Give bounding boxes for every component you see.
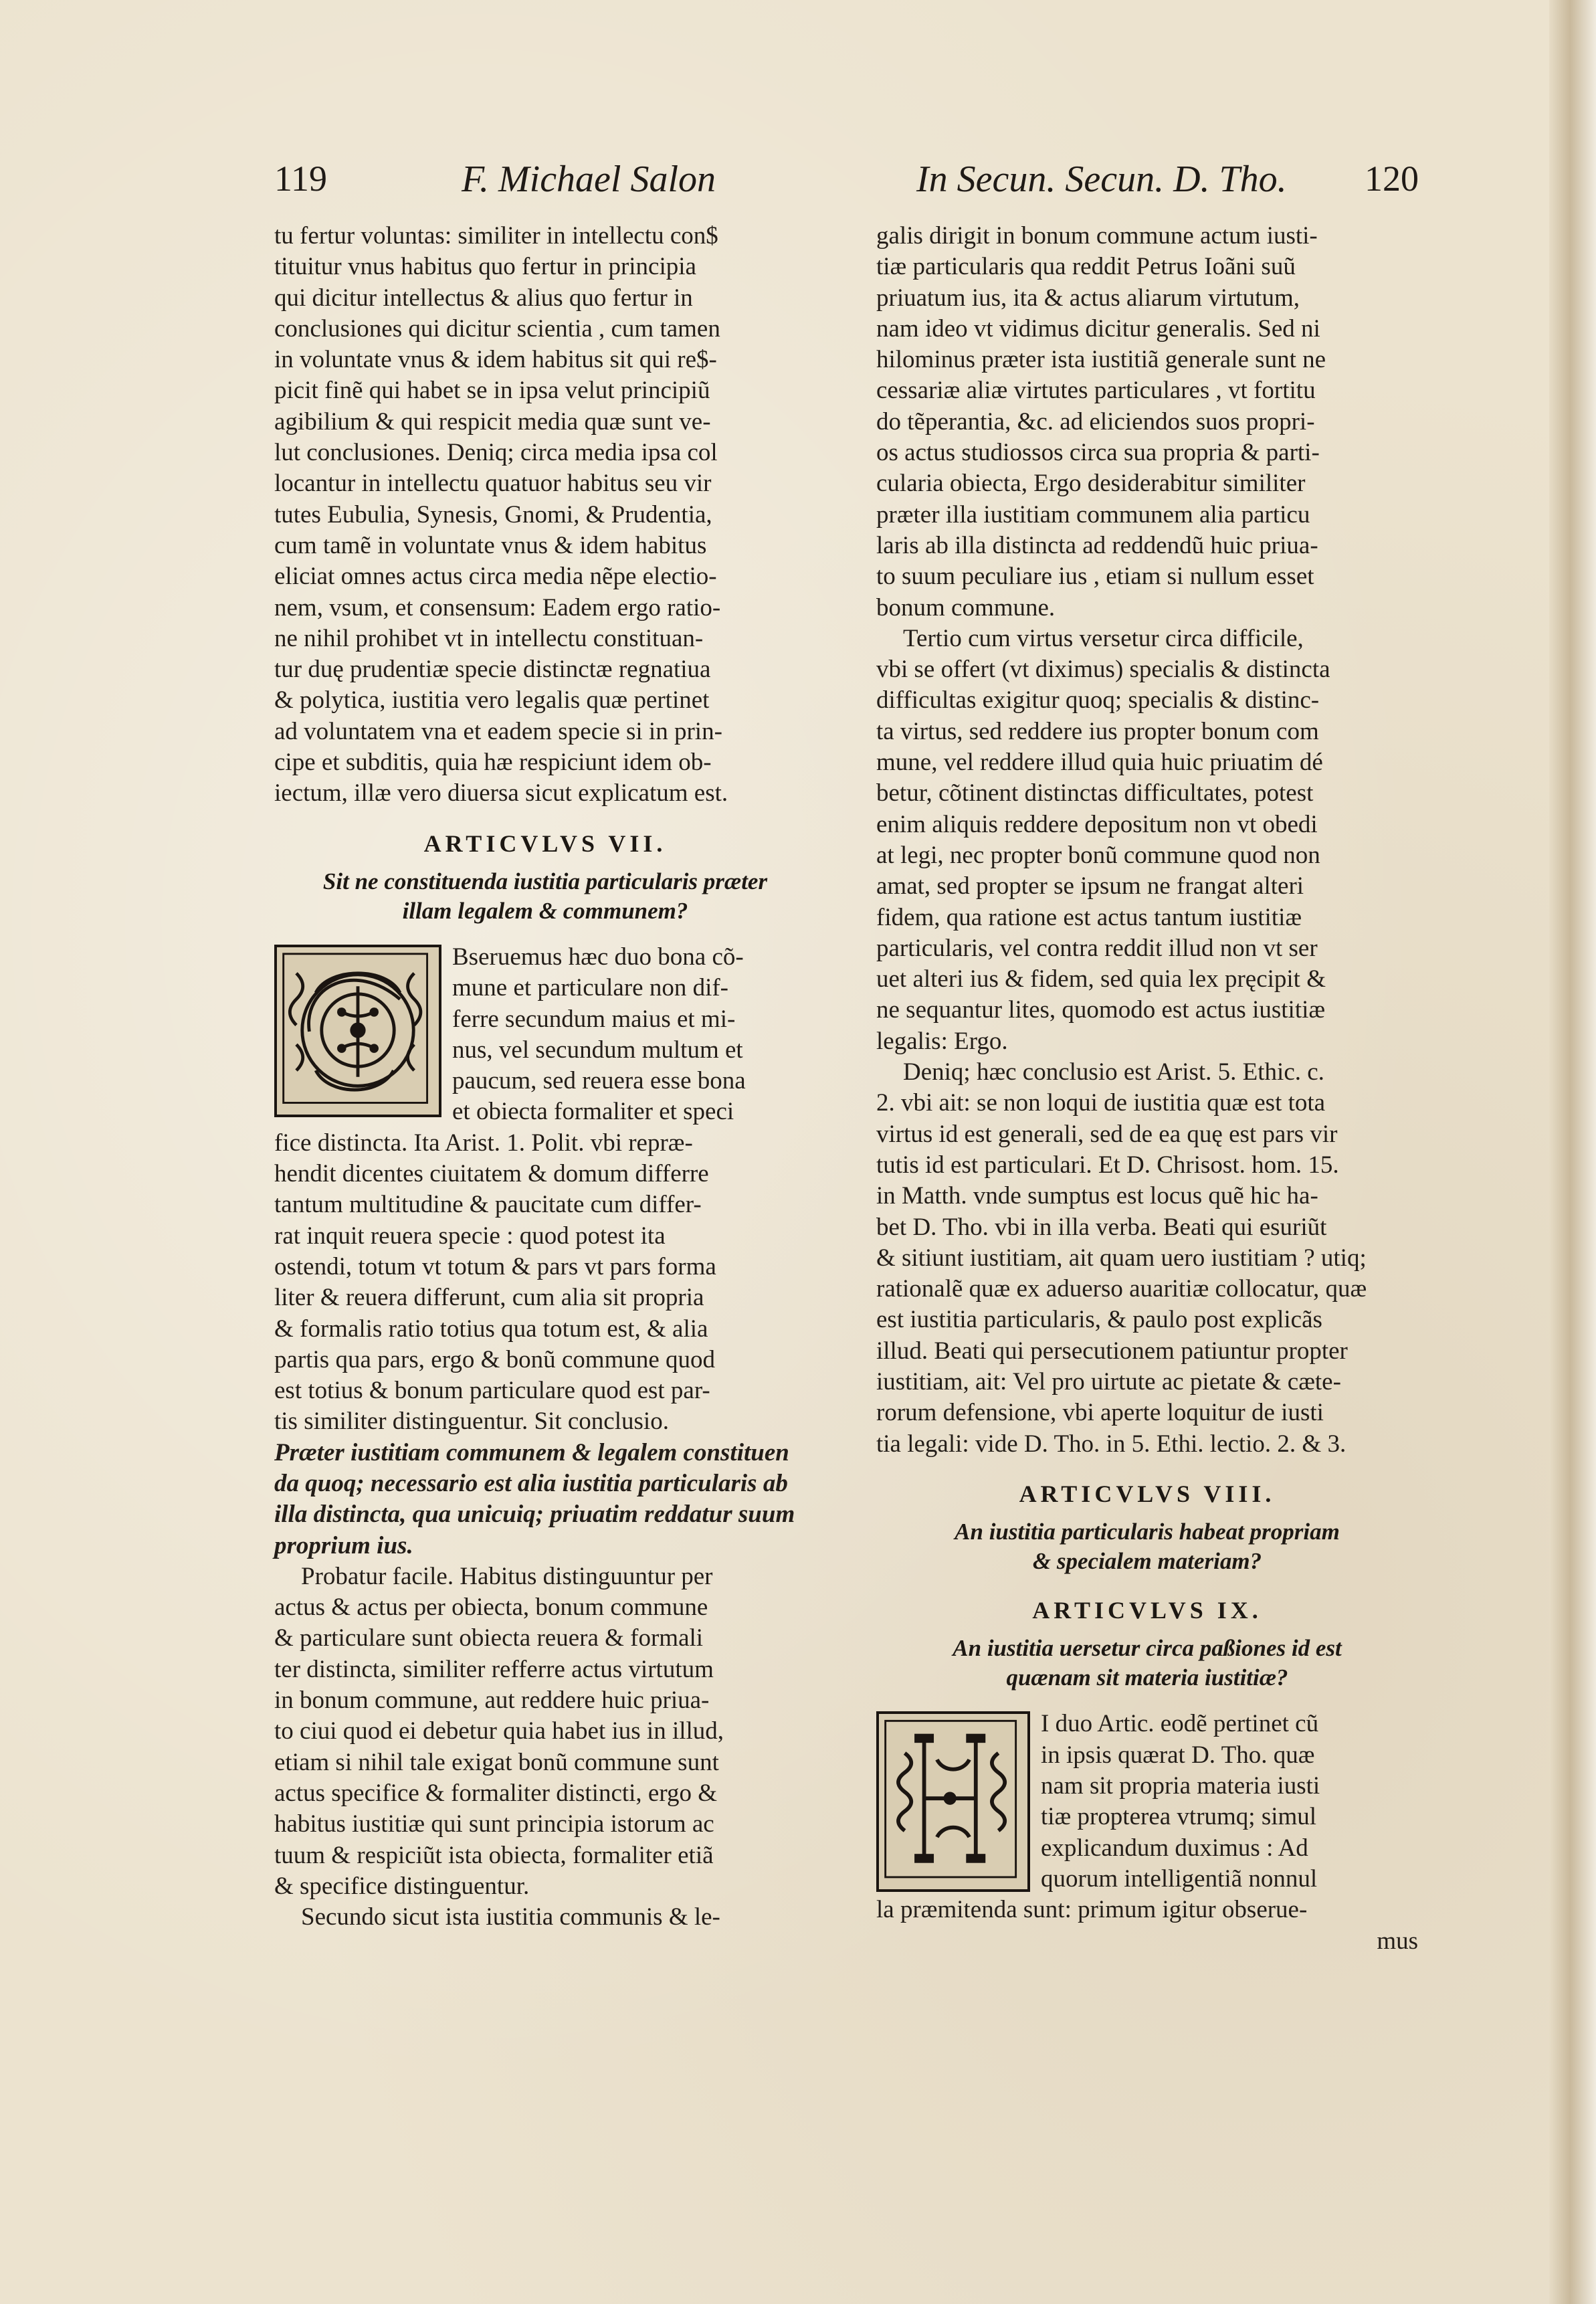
dropcap-paragraph	[274, 942, 816, 1128]
text-line: & particulare sunt obiecta reuera & formali	[274, 1624, 704, 1652]
text-line: Deniq; hæc conclusio est Arist. 5. Ethic. c.	[903, 1058, 1324, 1086]
text-line: hendit dicentes ciuitatem & domum differre	[274, 1160, 709, 1188]
text-line: habitus iustitiæ qui sunt principia istorum ac	[274, 1810, 714, 1838]
text-line: Bseruemus hæc duo bona cõ-	[452, 943, 744, 971]
text-line: tituitur vnus habitus quo fertur in principia	[274, 253, 696, 281]
article-8-question-line: & specialem materiam?	[1032, 1548, 1262, 1575]
text-line: illud. Beati qui persecutionem patiuntur propter	[876, 1337, 1348, 1365]
text-line: est totius & bonum particulare quod est par-	[274, 1377, 710, 1405]
text-line: tutis id est particulari. Et D. Chrisost. hom. 15.	[876, 1151, 1339, 1179]
text-line: et obiecta formaliter et speci	[452, 1098, 734, 1126]
article-7-question-line: Sit ne constituenda iustitia particularis præter	[322, 868, 768, 894]
text-line: in ipsis quærat D. Tho. quæ	[1041, 1741, 1315, 1769]
text-line: iectum, illæ vero diuersa sicut explicatum est.	[274, 779, 728, 807]
text-line: Probatur facile. Habitus distinguuntur per	[301, 1562, 713, 1590]
text-line: eliciat omnes actus circa media nẽpe electio-	[274, 563, 717, 591]
text-line: os actus studiossos circa sua propria & parti-	[876, 439, 1320, 467]
text-line: tiæ propterea vtrumq; simul	[1041, 1803, 1317, 1831]
text-line: ostendi, totum vt totum & pars vt pars forma	[274, 1252, 716, 1280]
article-7-question-line: illam legalem & communem?	[402, 897, 688, 924]
text-line: 2. vbi ait: se non loqui de iustitia quæ est tota	[876, 1089, 1326, 1117]
right-column	[876, 221, 1418, 1957]
right-page-number: 120	[1365, 159, 1419, 199]
text-line: tutes Eubulia, Synesis, Gnomi, & Prudentia,	[274, 500, 712, 529]
text-line: to suum peculiare ius , etiam si nullum esset	[876, 563, 1314, 591]
text-line: fidem, qua ratione est actus tantum iustitiæ	[876, 903, 1302, 931]
text-line: & polytica, iustitia vero legalis quæ pertinet	[274, 686, 710, 714]
text-line: nam ideo vt vidimus dicitur generalis. Sed ni	[876, 314, 1320, 343]
left-middle-paragraph	[274, 1128, 816, 1438]
text-line: tu fertur voluntas: similiter in intellectu con$	[274, 222, 718, 250]
text-line: bet D. Tho. vbi in illa verba. Beati qui esuriũt	[876, 1213, 1327, 1241]
text-line: partis qua pars, ergo & bonũ commune quod	[274, 1345, 716, 1373]
text-line: vbi se offert (vt diximus) specialis & distincta	[876, 656, 1330, 684]
ornamental-initial-o	[274, 945, 441, 1117]
text-line: tia legali: vide D. Tho. in 5. Ethi. lectio. 2. & 3.	[876, 1430, 1346, 1458]
text-line: nam sit propria materia iusti	[1041, 1772, 1320, 1800]
left-bottom-paragraph	[274, 1561, 816, 1933]
text-line: cum tamẽ in voluntate vnus & idem habitus	[274, 531, 707, 559]
text-line: nem, vsum, et consensum: Eadem ergo ratio-	[274, 593, 721, 621]
article-9-question-line: An iustitia uersetur circa paßiones id est	[953, 1635, 1342, 1662]
text-line: qui dicitur intellectus & alius quo fertur in	[274, 284, 693, 312]
text-line: actus & actus per obiecta, bonum commune	[274, 1594, 708, 1622]
left-running-title: F. Michael Salon	[462, 159, 716, 200]
text-line: quorum intelligentiã nonnul	[1041, 1864, 1318, 1893]
left-column	[274, 221, 816, 1933]
text-line: conclusiones qui dicitur scientia , cum tamen	[274, 314, 720, 343]
text-line: in bonum commune, aut reddere huic priua-	[274, 1687, 710, 1715]
text-line: ad voluntatem vna et eadem specie si in prin-	[274, 717, 722, 745]
text-line: liter & reuera differunt, cum alia sit propria	[274, 1284, 704, 1312]
text-line: ne nihil prohibet vt in intellectu constituan-	[274, 624, 704, 652]
text-line: paucum, sed reuera esse bona	[452, 1067, 746, 1095]
text-line: mune et particulare non dif-	[452, 974, 728, 1002]
text-line: rat inquit reuera specie : quod potest ita	[274, 1222, 666, 1250]
ornamental-initial-h	[876, 1711, 1030, 1892]
text-line: lut conclusiones. Deniq; circa media ipsa col	[274, 439, 718, 467]
text-line: virtus id est generali, sed de ea quę est pars vir	[876, 1120, 1338, 1148]
text-line: cipe et subditis, quia hæ respiciunt idem ob-	[274, 749, 712, 777]
text-line: tiæ particularis qua reddit Petrus Ioãni suũ	[876, 253, 1296, 281]
text-line: difficultas exigitur quoq; specialis & distinc-	[876, 686, 1320, 714]
text-line: Præter iustitiam communem & legalem constituen	[274, 1438, 789, 1466]
text-line: enim aliquis reddere depositum non vt obedi	[876, 810, 1318, 838]
text-line: explicandum duximus : Ad	[1041, 1834, 1308, 1862]
right-top-paragraph	[876, 221, 1418, 1460]
text-line: agibilium & qui respicit media quæ sunt ve-	[274, 407, 711, 436]
text-line: & specifice distinguentur.	[274, 1872, 530, 1900]
text-line: laris ab illa distincta ad reddendũ huic priua-	[876, 531, 1318, 559]
text-line: betur, cõtinent distinctas difficultates, potest	[876, 779, 1314, 807]
text-line: ta virtus, sed reddere ius propter bonum com	[876, 717, 1319, 745]
text-line: galis dirigit in bonum commune actum iusti-	[876, 222, 1318, 250]
text-line: to ciui quod ei debetur quia habet ius in illud,	[274, 1717, 724, 1745]
text-line: la præmitenda sunt: primum igitur obserue-	[876, 1896, 1308, 1924]
text-line: do tẽperantia, &c. ad eliciendos suos propri-	[876, 407, 1315, 436]
text-line: fice distincta. Ita Arist. 1. Polit. vbi repræ-	[274, 1129, 693, 1157]
text-line: da quoq; necessario est alia iustitia particularis ab	[274, 1469, 788, 1497]
text-line: cessariæ aliæ virtutes particulares , vt fortitu	[876, 377, 1316, 405]
text-line: cularia obiecta, Ergo desiderabitur similiter	[876, 470, 1306, 498]
text-line: amat, sed propter se ipsum ne frangat alteri	[876, 872, 1304, 900]
text-line: tis similiter distinguentur. Sit conclusio.	[274, 1408, 669, 1436]
text-line: Secundo sicut ista iustitia communis & le-	[301, 1903, 720, 1931]
text-line: & formalis ratio totius qua totum est, & alia	[274, 1315, 708, 1343]
ornamental-initial-h-art	[879, 1714, 1027, 1889]
article-7-heading: ARTICVLVS VII.	[423, 830, 667, 857]
text-line: proprium ius.	[274, 1531, 413, 1559]
dropcap-paragraph	[876, 1709, 1418, 1895]
article-8-heading: ARTICVLVS VIII.	[1019, 1480, 1276, 1507]
text-line: legalis: Ergo.	[876, 1027, 1008, 1055]
conclusion-statement	[274, 1438, 816, 1561]
text-line: præter illa iustitiam communem alia particu	[876, 500, 1310, 529]
article-9-question-line: quænam sit materia iustitiæ?	[1006, 1664, 1288, 1691]
article-9-heading: ARTICVLVS IX.	[1032, 1597, 1262, 1624]
left-top-paragraph	[274, 221, 816, 809]
left-page-number: 119	[274, 159, 327, 199]
dropcap-lines	[452, 942, 816, 1128]
text-line: nus, vel secundum multum et	[452, 1036, 743, 1064]
article-8-question-line: An iustitia particularis habeat propriam	[955, 1519, 1340, 1545]
text-line: picit finẽ qui habet se in ipsa velut principiũ	[274, 377, 710, 405]
text-line: in voluntate vnus & idem habitus sit qui re$-	[274, 346, 717, 374]
text-line: iustitiam, ait: Vel pro uirtute ac pietate & cæte-	[876, 1367, 1341, 1396]
text-line: actus specifice & formaliter distincti, ergo &	[274, 1779, 718, 1807]
text-line: hilominus præter ista iustitiã generale sunt ne	[876, 346, 1326, 374]
text-line: rorum defensione, vbi aperte loquitur de iusti	[876, 1399, 1324, 1427]
text-line: mune, vel reddere illud quia huic priuatim dé	[876, 749, 1323, 777]
catchword: mus	[1377, 1927, 1418, 1955]
text-line: at legi, nec propter bonũ commune quod non	[876, 841, 1320, 869]
text-line: est iustitia particularis, & paulo post explicãs	[876, 1306, 1322, 1334]
text-line: in Matth. vnde sumptus est locus quẽ hic ha-	[876, 1182, 1318, 1210]
right-running-title: In Secun. Secun. D. Tho.	[916, 159, 1287, 200]
text-line: & sitiunt iustitiam, ait quam uero iustitiam ? utiq;	[876, 1244, 1367, 1272]
text-line: bonum commune.	[876, 593, 1056, 621]
ornamental-initial-o-art	[277, 947, 439, 1115]
dropcap-lines	[1041, 1709, 1418, 1895]
text-line: particularis, vel contra reddit illud non vt ser	[876, 934, 1318, 962]
text-line: rationalẽ quæ ex aduerso auaritiæ collocatur, quæ	[876, 1275, 1367, 1303]
page-gutter	[1549, 0, 1596, 2304]
text-line: ne sequantur lites, quomodo est actus iustitiæ	[876, 996, 1326, 1024]
text-line: priuatum ius, ita & actus aliarum virtutum,	[876, 284, 1300, 312]
text-line: tantum multitudine & paucitate cum differ-	[274, 1191, 702, 1219]
text-line: tuum & respiciũt ista obiecta, formaliter etiã	[274, 1841, 714, 1869]
text-line: ferre secundum maius et mi-	[452, 1005, 736, 1033]
text-line: Tertio cum virtus versetur circa difficile,	[903, 624, 1304, 652]
text-line: uet alteri ius & fidem, sed quia lex pręcipit &	[876, 965, 1326, 993]
text-line: I duo Artic. eodẽ pertinet cũ	[1041, 1710, 1319, 1738]
text-line: etiam si nihil tale exigat bonũ commune sunt	[274, 1748, 719, 1776]
text-line: ter distincta, similiter refferre actus virtutum	[274, 1655, 714, 1683]
text-line: locantur in intellectu quatuor habitus seu vir	[274, 470, 712, 498]
text-line: tur duę prudentiæ specie distinctæ regnatiua	[274, 656, 711, 684]
text-line: illa distincta, qua unicuiq; priuatim reddatur suum	[274, 1501, 795, 1529]
